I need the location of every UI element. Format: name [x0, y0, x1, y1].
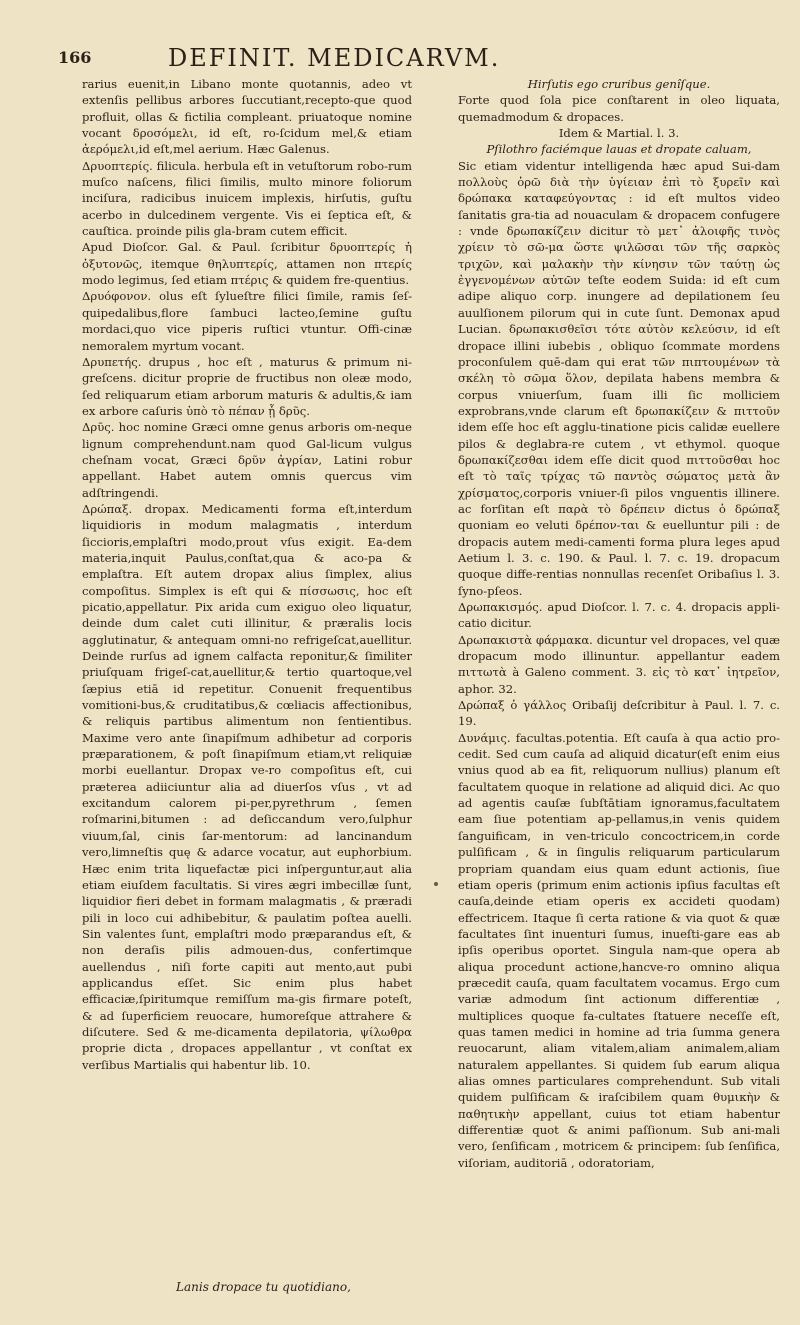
- citation-line: Idem & Martial. l. 3.: [558, 126, 680, 141]
- running-title: DEFINIT. MEDICARVM.: [168, 44, 501, 72]
- entry-drypetes: Δρυπετής. drupus , hoc eſt , maturus & primum ni-greſcens. dicitur proprie de fructibus non oleæ modo, ſed reliquarum etiam arborum maturis & adultis,& iam ex arbore caſuris ὑπὸ τὸ πέπαν ᾗ δρῦς.: [82, 354, 412, 418]
- entry-dryophonon: Δρυόφονον. olus eſt ſylueſtre filici ſimile, ramis ſeſ-quipedalibus,flore ſambuci lacteo,ſemine guſtu mordaci,quo vice piperis ruſtici vtuntur. Offi-cinæ nemoralem myrtum vocant.: [82, 289, 412, 353]
- right-column: [458, 76, 780, 1276]
- entry-dryopteris: Δρυοπτερίς. filicula. herbula eſt in vetuſtorum robo-rum muſco naſcens, filici ſimilis, multo minore foliorum inciſura, radicibus inuicem implexis, hirſutis, guſtu acerbo in dulcedinem vergente. Vis ei ſeptica eſt, & cauſtica. proinde pilis gla-bram cutem efficit.: [82, 158, 412, 239]
- left-column: [82, 76, 412, 1276]
- entry-dropax: Δρώπαξ. dropax. Medicamenti forma eſt,interdum liquidioris in modum malagmatis , interdum ſiccioris,emplaſtri modo,prout vſus exigit. Ea-dem materia,inquit Paulus,conſtat,qua & aco-pa & emplaſtra. Eſt autem dropax alius ſimplex, alius compoſitus. Simplex is eſt qui & πίσσωσις, hoc eſt picatio,appellatur. Pix arida cum exiguo oleo liquatur, deinde dum calet cuti illinitur, & præralis locis agglutinatur, & antequam omni-no refrigeſcat,auellitur. Deinde rurſus ad ignem calfacta reponitur,& ſimiliter priuſquam frigeſ-cat,auellitur,& tertio quartoque,vel ſæpius etiā id repetitur. Conuenit frequentibus vomitioni-bus,& cruditatibus,& cœliacis affectionibus, & reliquis partibus alimentum non ſentientibus. Maxime vero ante ſinapiſmum adhibetur ad corporis præparationem, & poſt ſinapiſmum etiam,vt reliquiæ morbi euellantur. Dropax ve-ro compoſitus eſt, cui præterea adiiciuntur alia ad diuerſos vſus , vt ad excitandum calorem pi-per,pyrethrum , ſemen roſmarini,bitumen : ad deſiccandum vero,ſulphur viuum,ſal, cinis ſar-mentorum: ad lancinandum vero,limneſtis quę & adarce vocatur, aut euphorbium. Hæc enim trita liquefactæ pici inſperguntur,aut alia etiam eiuſdem facultatis. Si vires ægri imbecillæ ſunt, liquidior fieri debet in formam malagmatis , & præradi pili in loco cui adhibebitur, & paulatim poſtea auelli. Sin valentes ſunt, emplaſtri modo præparandus eſt, & non deraſis pilis admouen-dus, confertimque auellendus , niſi forte capiti aut mento,aut pubi applicandus eſſet. Sic enim plus habet efficaciæ,ſpiritumque remiſſum ma-gis firmare poteſt, & ad ſuperficiem reuocare, humoreſque attrahere & diſcutere. Sed & me-dicamenta depilatoria, ψίλωθρα proprie dicta , dropaces appellantur , vt conſtat ex verſibus Martialis qui habentur lib. 10.: [82, 501, 412, 1072]
- entry-dropakismos: Δρωπακισμός. apud Dioſcor. l. 7. c. 4. dropacis appli-catio dicitur.: [458, 600, 780, 631]
- verse-line: Pſilothro faciémque lauas et dropate caluam,: [486, 142, 752, 157]
- entry-paragraph: Apud Dioſcor. Gal. & Paul. ſcribitur δρυοπτερίς ἡ ὀξυτονῶς, itemque θηλυπτερίς, attamen non πτερίς modo legimus, ſed etiam πτέρις & quidem fre-quentius.: [82, 240, 412, 288]
- verse-line: Hirſutis ego cruribus genîſque.: [527, 77, 711, 91]
- entry-paragraph: Forte quod ſola pice conſtarent in oleo liquata, quemadmodum & dropaces.: [458, 93, 780, 124]
- ink-spot: [434, 882, 438, 886]
- closing-verse-line: Lanis dropace tu quotidiano,: [176, 1280, 351, 1294]
- page-number: 166: [58, 48, 92, 67]
- entry-paragraph: rarius euenit,in Libano monte quotannis, adeo vt extenſis pellibus arbores ſuccutiant,recepto-que quod profluit, ollas & fictilia compleant. priuatoque nomine vocant δροσόμελι, id eſt, ro-ſcidum mel,& etiam ἀερόμελι,id eſt,mel aerium. Hæc Galenus.: [82, 77, 412, 157]
- entry-dropax-gallos: Δρώπαξ ὁ γάλλος Oribaſij deſcribitur à Paul. l. 7. c. 19.: [458, 698, 780, 729]
- entry-paragraph: Sic etiam videntur intelligenda hæc apud Sui-dam πολλοὺς ὁρῶ διὰ τὴν ὑγίειαν ἐπὶ τὸ ξυρεῖν καὶ δρώπακα καταφεύγοντας : id eſt multos video ſanitatis gra-tia ad nouaculam & dropacem confugere : vnde δρωπακίζειν dicitur τὸ μετ᾽ ἀλοιφῆς τινὸς χρίειν τὸ σῶ-μα ὥστε ψιλῶσαι τῶν τῆς σαρκὸς τριχῶν, καὶ μαλακὴν τὴν κίνησιν τῶν ταύτῃ ὡς ἐγγενομένων αὐτῶν teſte eodem Suida: id eſt cum adipe aliquo corp. inungere ad depilationem ſeu auulſionem pilorum qui in cute ſunt. Demonax apud Lucian. δρωπακισθεῖσι τότε αὐτὸν κελεύσιν, id eſt dropace illini iubebis , obliquo ſcommate mordens proconſulem quē-dam qui erat τῶν πιπτουμένων τὰ σκέλη τὸ σῶμα ὅλον, depilata habens membra & corpus vniuerſum, ſuam illi ſic molliciem exprobrans,vnde clarum eſt δρωπακίζειν & πιττοῦν idem eſſe hoc eſt agglu-tinatione picis calidæ euellere pilos & deglabra-re cutem , vt ethymol. quoque δρωπακίζεσθαι idem eſſe dicit quod πιττοῦσθαι hoc eſt τὸ ταῖς τρίχας τῶ παντὸς σώματος μετὰ ἂν χρίσματος,corporis vniuer-ſi pilos vnguentis illinere. ac forſitan eſt παρὰ τὸ δρέπειν dictus ὁ δρώπαξ quoniam eo veluti δρέπον-ται & euelluntur pili : de dropacis autem medi-camenti forma plura leges apud Aetium l. 3. c. 190. & Paul. l. 7. c. 19. dropacum quoque diffe-rentias nonnullas recenſet Oribaſius l. 3. ſyno-pſeos.: [458, 158, 780, 598]
- entry-dropakista-pharmaka: Δρωπακιστὰ φάρμακα. dicuntur vel dropaces, vel quæ dropacum modo illinuntur. appellantur eadem πιττωτὰ à Galeno comment. 3. εἰς τὸ κατ᾽ ἰητρεῖον, aphor. 32.: [458, 632, 780, 696]
- page-header: [58, 44, 750, 74]
- entry-drys: Δρῦς. hoc nomine Græci omne genus arboris om-neque lignum comprehendunt.nam quod Gal-licum vulgus cheſnam vocat, Græci δρῦν ἀγρίαν, Latini robur appellant. Habet autem omnis quercus vim adſtringendi.: [82, 420, 412, 500]
- entry-dynamis: Δυνάμις. facultas.potentia. Eſt cauſa à qua actio pro-cedit. Sed cum cauſa ad aliquid dicatur(eſt enim eius vnius quod ab ea fit, reliquorum nullius) planum eſt facultatem quoque in relatione ad aliquid dici. Ac quo ad agentis cauſæ ſubſtātiam ignoramus,facultatem eam ſiue potentiam ap-pellamus,in venis quidem ſanguificam, in ven-triculo concoctricem,in corde pulſificam , & in ſingulis reliquarum particularum propriam quandam eius quam edunt actionis, ſiue etiam operis (primum enim actionis ipſius facultas eſt cauſa,deinde etiam operis ex accideti quodam) effectricem. Itaque ſi certa ratione & via quot & quæ facultates ſint inuenturi ſumus, inueſti-gare eas ab ipſis operibus oportet. Singula nam-que opera ab aliqua procedunt actione,hancve-ro omnino aliqua præcedit cauſa, quam facultatem vocamus. Ergo cum variæ admodum ſint actionum differentiæ , multiplices quoque fa-cultates ſtatuere neceſſe eſt, quas tamen medici in homine ad tria ſumma genera reuocarunt, aliam vitalem,aliam animalem,aliam naturalem appellantes. Si quidem ſub earum aliqua alias omnes particulares comprehendunt. Sub vitali quidem pulſificam & iraſcibilem quam θυμικὴν & παθητικὴν appellant, cuius tot etiam habentur differentiæ quot & animi paſſionum. Sub ani-mali vero, ſenſificam , motricem & principem: ſub ſenſifica, viſoriam, auditoriā , odoratoriam,: [458, 730, 780, 1170]
